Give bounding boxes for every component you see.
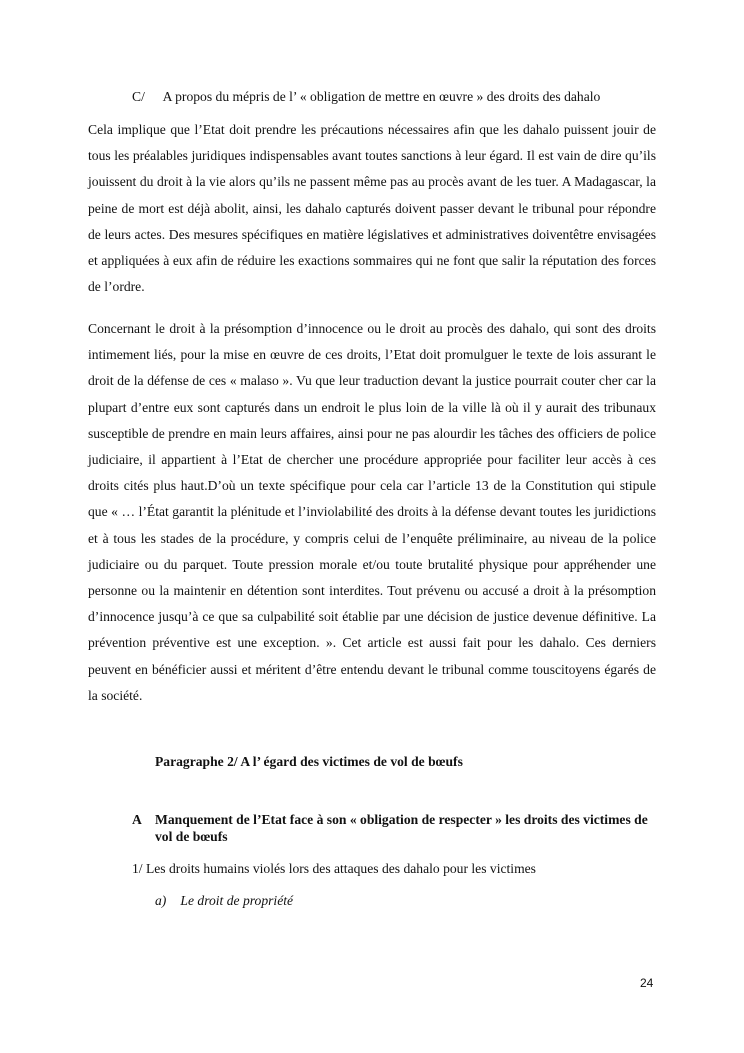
subsection-a-title: Le droit de propriété xyxy=(180,893,294,908)
subsection-1-heading: 1/ Les droits humains violés lors des attaques des dahalo pour les victimes xyxy=(132,861,536,876)
page-number: 24 xyxy=(640,976,654,990)
body-paragraph-1: Cela implique que l’Etat doit prendre les précautions nécessaires afin que les dahalo puissent jouir de tous les préalables juridiques indispensables avant toutes sanctions à leur égard. Il est vain de dire qu’ils jouissent du droit à la vie alors qu’ils ne passent même pas au procès avant de les tuer. A Madagascar, la peine de mort est déjà abolit, ainsi, les dahalo capturés doivent passer devant le tribunal pour répondre de leurs actes. Des mesures spécifiques en matière législatives et administratives doiventêtre envisagées et appliquées à eux afin de réduire les exactions sommaires qui ne font que salir la réputation des forces de l’ordre. xyxy=(88,122,656,295)
section-a-title: Manquement de l’Etat face à son « obligation de respecter » les droits des victimes de vol de bœufs xyxy=(155,812,648,844)
paragraph-2-heading: Paragraphe 2/ A l’ égard des victimes de vol de bœufs xyxy=(155,754,463,769)
section-a-heading xyxy=(132,811,652,845)
section-c-title: A propos du mépris de l’ « obligation de mettre en œuvre » des droits des dahalo xyxy=(162,89,601,104)
section-c-heading xyxy=(132,89,600,105)
section-a-label: A xyxy=(132,812,142,827)
subsection-a-heading xyxy=(155,893,293,909)
subsection-a-label: a) xyxy=(155,893,167,908)
body-paragraph-2: Concernant le droit à la présomption d’innocence ou le droit au procès des dahalo, qui sont des droits intimement liés, pour la mise en œuvre de ces droits, l’Etat doit promulguer le texte de lois assurant le droit de la défense de ces « malaso ». Vu que leur traduction devant la justice pourrait couter cher car la plupart d’entre eux sont capturés dans un endroit le plus loin de la ville là où il y aurait des tribunaux susceptible de prendre en main leurs affaires, ainsi pour ne pas alourdir les tâches des officiers de police judiciaire, il appartient à l’Etat de chercher une procédure appropriée pour faciliter leur accès à ces droits cités plus haut.D’où un texte spécifique pour cela car l’article 13 de la Constitution qui stipule que « … l’État garantit la plénitude et l’inviolabilité des droits à la défense devant toutes les juridictions et à tous les stades de la procédure, y compris celui de l’enquête préliminaire, au niveau de la police judiciaire ou du parquet. Toute pression morale et/ou toute brutalité physique pour appréhender une personne ou la maintenir en détention sont interdites. Tout prévenu ou accusé a droit à la présomption d’innocence jusqu’à ce que sa culpabilité soit établie par une décision de justice devenue définitive. La prévention préventive est une exception. ». Cet article est aussi fait pour les dahalo. Ces derniers peuvent en bénéficier aussi et méritent d’être entendu devant le tribunal comme touscitoyens égarés de la société. xyxy=(88,321,656,703)
section-c-label: C/ xyxy=(132,89,145,104)
